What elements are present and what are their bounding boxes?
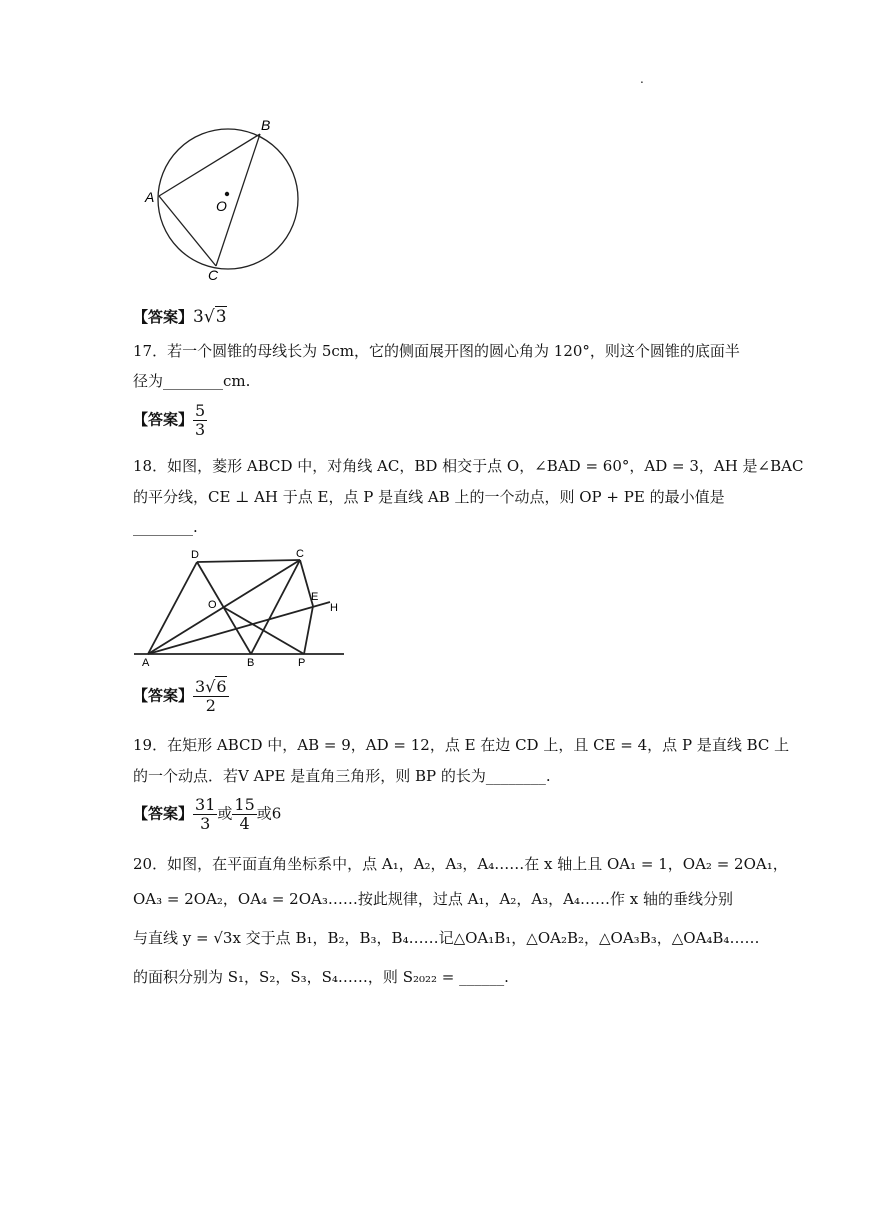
q19-or1: 或 <box>217 804 233 823</box>
answer-label: 【答案】 <box>133 410 194 429</box>
label-c: C <box>208 267 219 283</box>
label-o: O <box>208 599 217 611</box>
label-a: A <box>142 657 150 669</box>
chord-ab <box>159 134 260 196</box>
q17-answer <box>133 402 207 446</box>
side-ad <box>148 562 197 654</box>
q19-line1: 19．在矩形 ABCD 中，AB = 9，AD = 12，点 E 在边 CD 上，且 CE = 4，点 P 是直线 BC 上 <box>133 736 790 754</box>
q18-line3: ________. <box>133 518 198 536</box>
label-b: B <box>247 657 255 669</box>
q20-line3: 与直线 y = √3x 交于点 B₁，B₂，B₃，B₄……记△OA₁B₁，△OA₂B₂，△OA₃B₃，△OA₄B₄…… <box>133 929 760 947</box>
q18-line2: 的平分线，CE ⊥ AH 于点 E，点 P 是直线 AB 上的一个动点，则 OP + PE 的最小值是 <box>133 488 725 506</box>
label-c: C <box>296 548 304 560</box>
segment-op <box>223 607 304 654</box>
label-d: D <box>191 549 199 561</box>
q18-den: 2 <box>205 696 216 715</box>
q19-f2-den: 4 <box>239 814 250 833</box>
header-dot: . <box>640 72 644 86</box>
q16-answer: 【答案】3√3 <box>133 307 227 327</box>
q18-coef: 3 <box>195 677 206 696</box>
q18-radicand: 6 <box>216 677 227 696</box>
answer-label: 【答案】 <box>133 308 194 326</box>
circle-figure <box>140 112 310 287</box>
q18-line1: 18．如图，菱形 ABCD 中，对角线 AC，BD 相交于点 O，∠BAD = 60°，AD = 3，AH 是∠BAC <box>133 457 804 475</box>
q17-line2: 径为________cm. <box>133 372 251 390</box>
label-p: P <box>298 657 306 669</box>
center-point <box>225 192 229 196</box>
circle-o <box>158 129 298 269</box>
q17-num: 5 <box>195 401 206 420</box>
label-a: A <box>145 189 155 205</box>
q16-coef: 3 <box>193 307 204 327</box>
q19-answer <box>133 796 281 842</box>
q20-line1: 20．如图，在平面直角坐标系中，点 A₁，A₂，A₃，A₄……在 x 轴上且 OA₁ = 1，OA₂ = 2OA₁， <box>133 855 788 873</box>
q17-den: 3 <box>195 420 206 439</box>
label-h: H <box>330 602 338 614</box>
line-ah <box>148 602 330 654</box>
q20-line2: OA₃ = 2OA₂，OA₄ = 2OA₃……按此规律，过点 A₁，A₂，A₃，A₄……作 x 轴的垂线分别 <box>133 890 734 908</box>
q19-last: 6 <box>271 804 282 823</box>
segment-ep <box>304 606 313 654</box>
q19-line2: 的一个动点．若V APE 是直角三角形，则 BP 的长为________. <box>133 767 551 785</box>
label-e: E <box>311 591 319 603</box>
q20-line4: 的面积分别为 S₁，S₂，S₃，S₄……，则 S₂₀₂₂ = ______. <box>133 968 509 986</box>
label-b: B <box>261 117 271 133</box>
q17-line1: 17．若一个圆锥的母线长为 5cm，它的侧面展开图的圆心角为 120°，则这个圆锥的底面半 <box>133 342 740 360</box>
label-o: O <box>216 198 227 214</box>
answer-label: 【答案】 <box>133 804 194 823</box>
q16-radicand: 3 <box>215 307 227 327</box>
side-dc <box>197 560 300 562</box>
q19-f2-num: 15 <box>234 795 255 814</box>
q19-f1-num: 31 <box>195 795 216 814</box>
rhombus-figure <box>130 545 360 670</box>
q18-answer: 【答案】 $\frac{3√6}{2}$ <box>133 677 227 715</box>
answer-label: 【答案】 <box>133 686 194 705</box>
q19-or2: 或 <box>256 804 272 823</box>
q19-f1-den: 3 <box>200 814 211 833</box>
